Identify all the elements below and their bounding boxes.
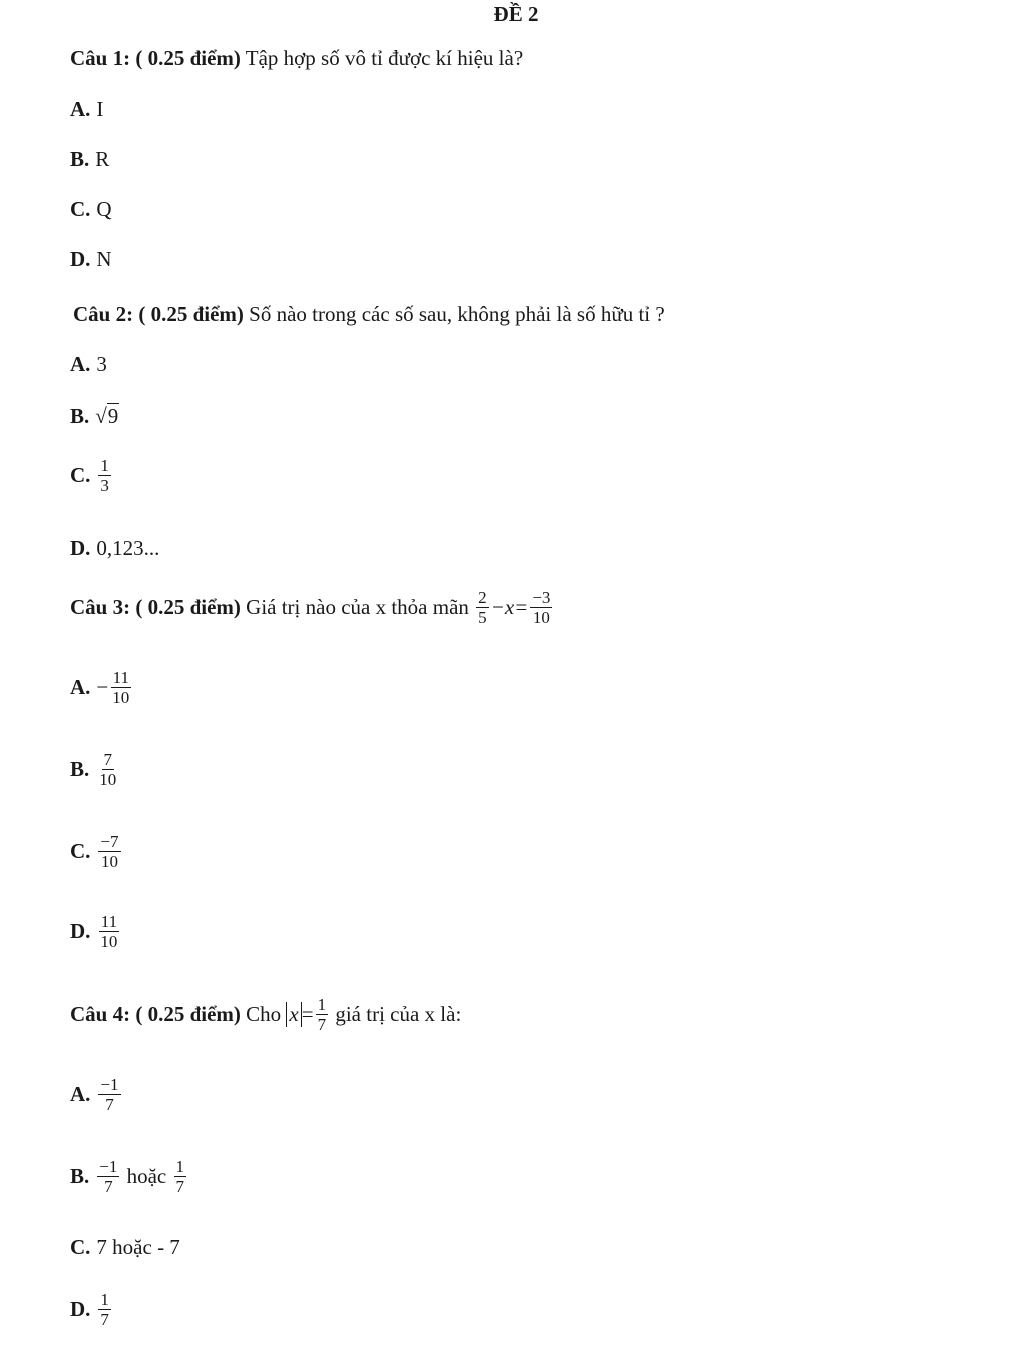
q2-option-a[interactable]: [70, 352, 107, 377]
option-value: 3: [96, 352, 107, 376]
q4-option-b[interactable]: [70, 1157, 188, 1196]
radicand: 9: [107, 404, 119, 428]
fraction: [98, 1290, 111, 1329]
q3-option-b[interactable]: [70, 750, 120, 789]
option-label: B.: [70, 1164, 90, 1188]
q3-option-d[interactable]: [70, 912, 121, 951]
option-value: 7 hoặc - 7: [96, 1235, 180, 1259]
question-4-post: giá trị của x là:: [330, 1002, 462, 1026]
question-1-head: Câu 1: ( 0.25 điểm): [70, 46, 241, 70]
option-label: B.: [70, 404, 90, 428]
question-2: [73, 302, 665, 327]
q1-option-b[interactable]: [70, 147, 109, 172]
q3-option-a[interactable]: [70, 668, 133, 707]
option-label: D.: [70, 536, 91, 560]
question-3-head: Câu 3: ( 0.25 điểm): [70, 595, 241, 619]
denominator: 10: [100, 932, 118, 951]
or-word: hoặc: [121, 1164, 172, 1188]
option-label: A.: [70, 352, 91, 376]
option-value: R: [95, 147, 110, 171]
square-root: [95, 404, 119, 429]
option-label: D.: [70, 919, 91, 943]
option-label: B.: [70, 757, 90, 781]
option-value: 0,123...: [96, 536, 160, 560]
fraction: [97, 1157, 119, 1196]
fraction: [476, 588, 489, 627]
question-3: [70, 588, 554, 627]
option-label: A.: [70, 97, 91, 121]
denominator: 10: [112, 688, 130, 707]
question-2-head: Câu 2: ( 0.25 điểm): [73, 302, 244, 326]
q2-option-d[interactable]: [70, 536, 159, 561]
denominator: 7: [175, 1177, 185, 1196]
fraction: [98, 456, 111, 495]
equation-middle: −x=: [490, 595, 529, 619]
q1-option-d[interactable]: [70, 247, 112, 272]
denominator: 10: [100, 852, 118, 871]
option-label: D.: [70, 1297, 91, 1321]
question-2-text: Số nào trong các số sau, không phải là số hữu tỉ ?: [243, 302, 665, 326]
numerator: −7: [100, 832, 119, 851]
option-label: C.: [70, 197, 91, 221]
denominator: 7: [100, 1310, 109, 1329]
numerator: 11: [112, 668, 129, 687]
fraction: [174, 1157, 187, 1196]
option-value: N: [96, 247, 112, 271]
q4-option-d[interactable]: [70, 1290, 113, 1329]
question-1: [70, 46, 523, 71]
question-4: [70, 995, 461, 1034]
equals-sign: =: [301, 1002, 314, 1026]
numerator: 11: [100, 912, 118, 931]
numerator: 2: [478, 588, 487, 607]
numerator: 1: [100, 456, 109, 475]
fraction: [98, 912, 119, 951]
option-label: C.: [70, 463, 91, 487]
option-label: C.: [70, 839, 91, 863]
question-3-text: Giá trị nào của x thỏa mãn: [240, 595, 475, 619]
denominator: 3: [100, 476, 109, 495]
numerator: 1: [317, 995, 327, 1014]
option-label: A.: [70, 675, 91, 699]
q1-option-c[interactable]: [70, 197, 112, 222]
absolute-value: x: [286, 1002, 301, 1027]
fraction: [530, 588, 552, 627]
exam-title: ĐỀ 2: [493, 2, 539, 26]
fraction: [98, 832, 120, 871]
numerator: 1: [175, 1157, 185, 1176]
denominator: 7: [317, 1015, 327, 1034]
q2-option-c[interactable]: [70, 456, 113, 495]
denominator: 10: [99, 770, 117, 789]
equation: [474, 588, 554, 627]
radical-sign: √: [95, 404, 107, 428]
denominator: 7: [105, 1095, 114, 1114]
q4-option-a[interactable]: [70, 1075, 123, 1114]
minus-sign: −: [96, 675, 109, 699]
option-value: Q: [96, 197, 112, 221]
numerator: −3: [532, 588, 551, 607]
option-label: D.: [70, 247, 91, 271]
fraction: [97, 750, 118, 789]
numerator: 1: [100, 1290, 109, 1309]
option-label: C.: [70, 1235, 91, 1259]
question-4-head: Câu 4: ( 0.25 điểm): [70, 1002, 241, 1026]
denominator: 7: [104, 1177, 113, 1196]
fraction: [98, 1075, 120, 1114]
q2-option-b[interactable]: [70, 404, 119, 429]
question-1-text: Tập hợp số vô tỉ được kí hiệu là?: [240, 46, 524, 70]
numerator: 7: [103, 750, 113, 769]
option-label: B.: [70, 147, 90, 171]
option-value: I: [96, 97, 104, 121]
option-label: A.: [70, 1082, 91, 1106]
fraction: [316, 995, 329, 1034]
fraction: [110, 668, 131, 707]
numerator: −1: [99, 1157, 118, 1176]
numerator: −1: [100, 1075, 119, 1094]
denominator: 10: [532, 608, 550, 627]
q3-option-c[interactable]: [70, 832, 123, 871]
question-4-pre: Cho: [240, 1002, 287, 1026]
q4-option-c[interactable]: [70, 1235, 180, 1260]
q1-option-a[interactable]: [70, 97, 103, 122]
denominator: 5: [478, 608, 487, 627]
